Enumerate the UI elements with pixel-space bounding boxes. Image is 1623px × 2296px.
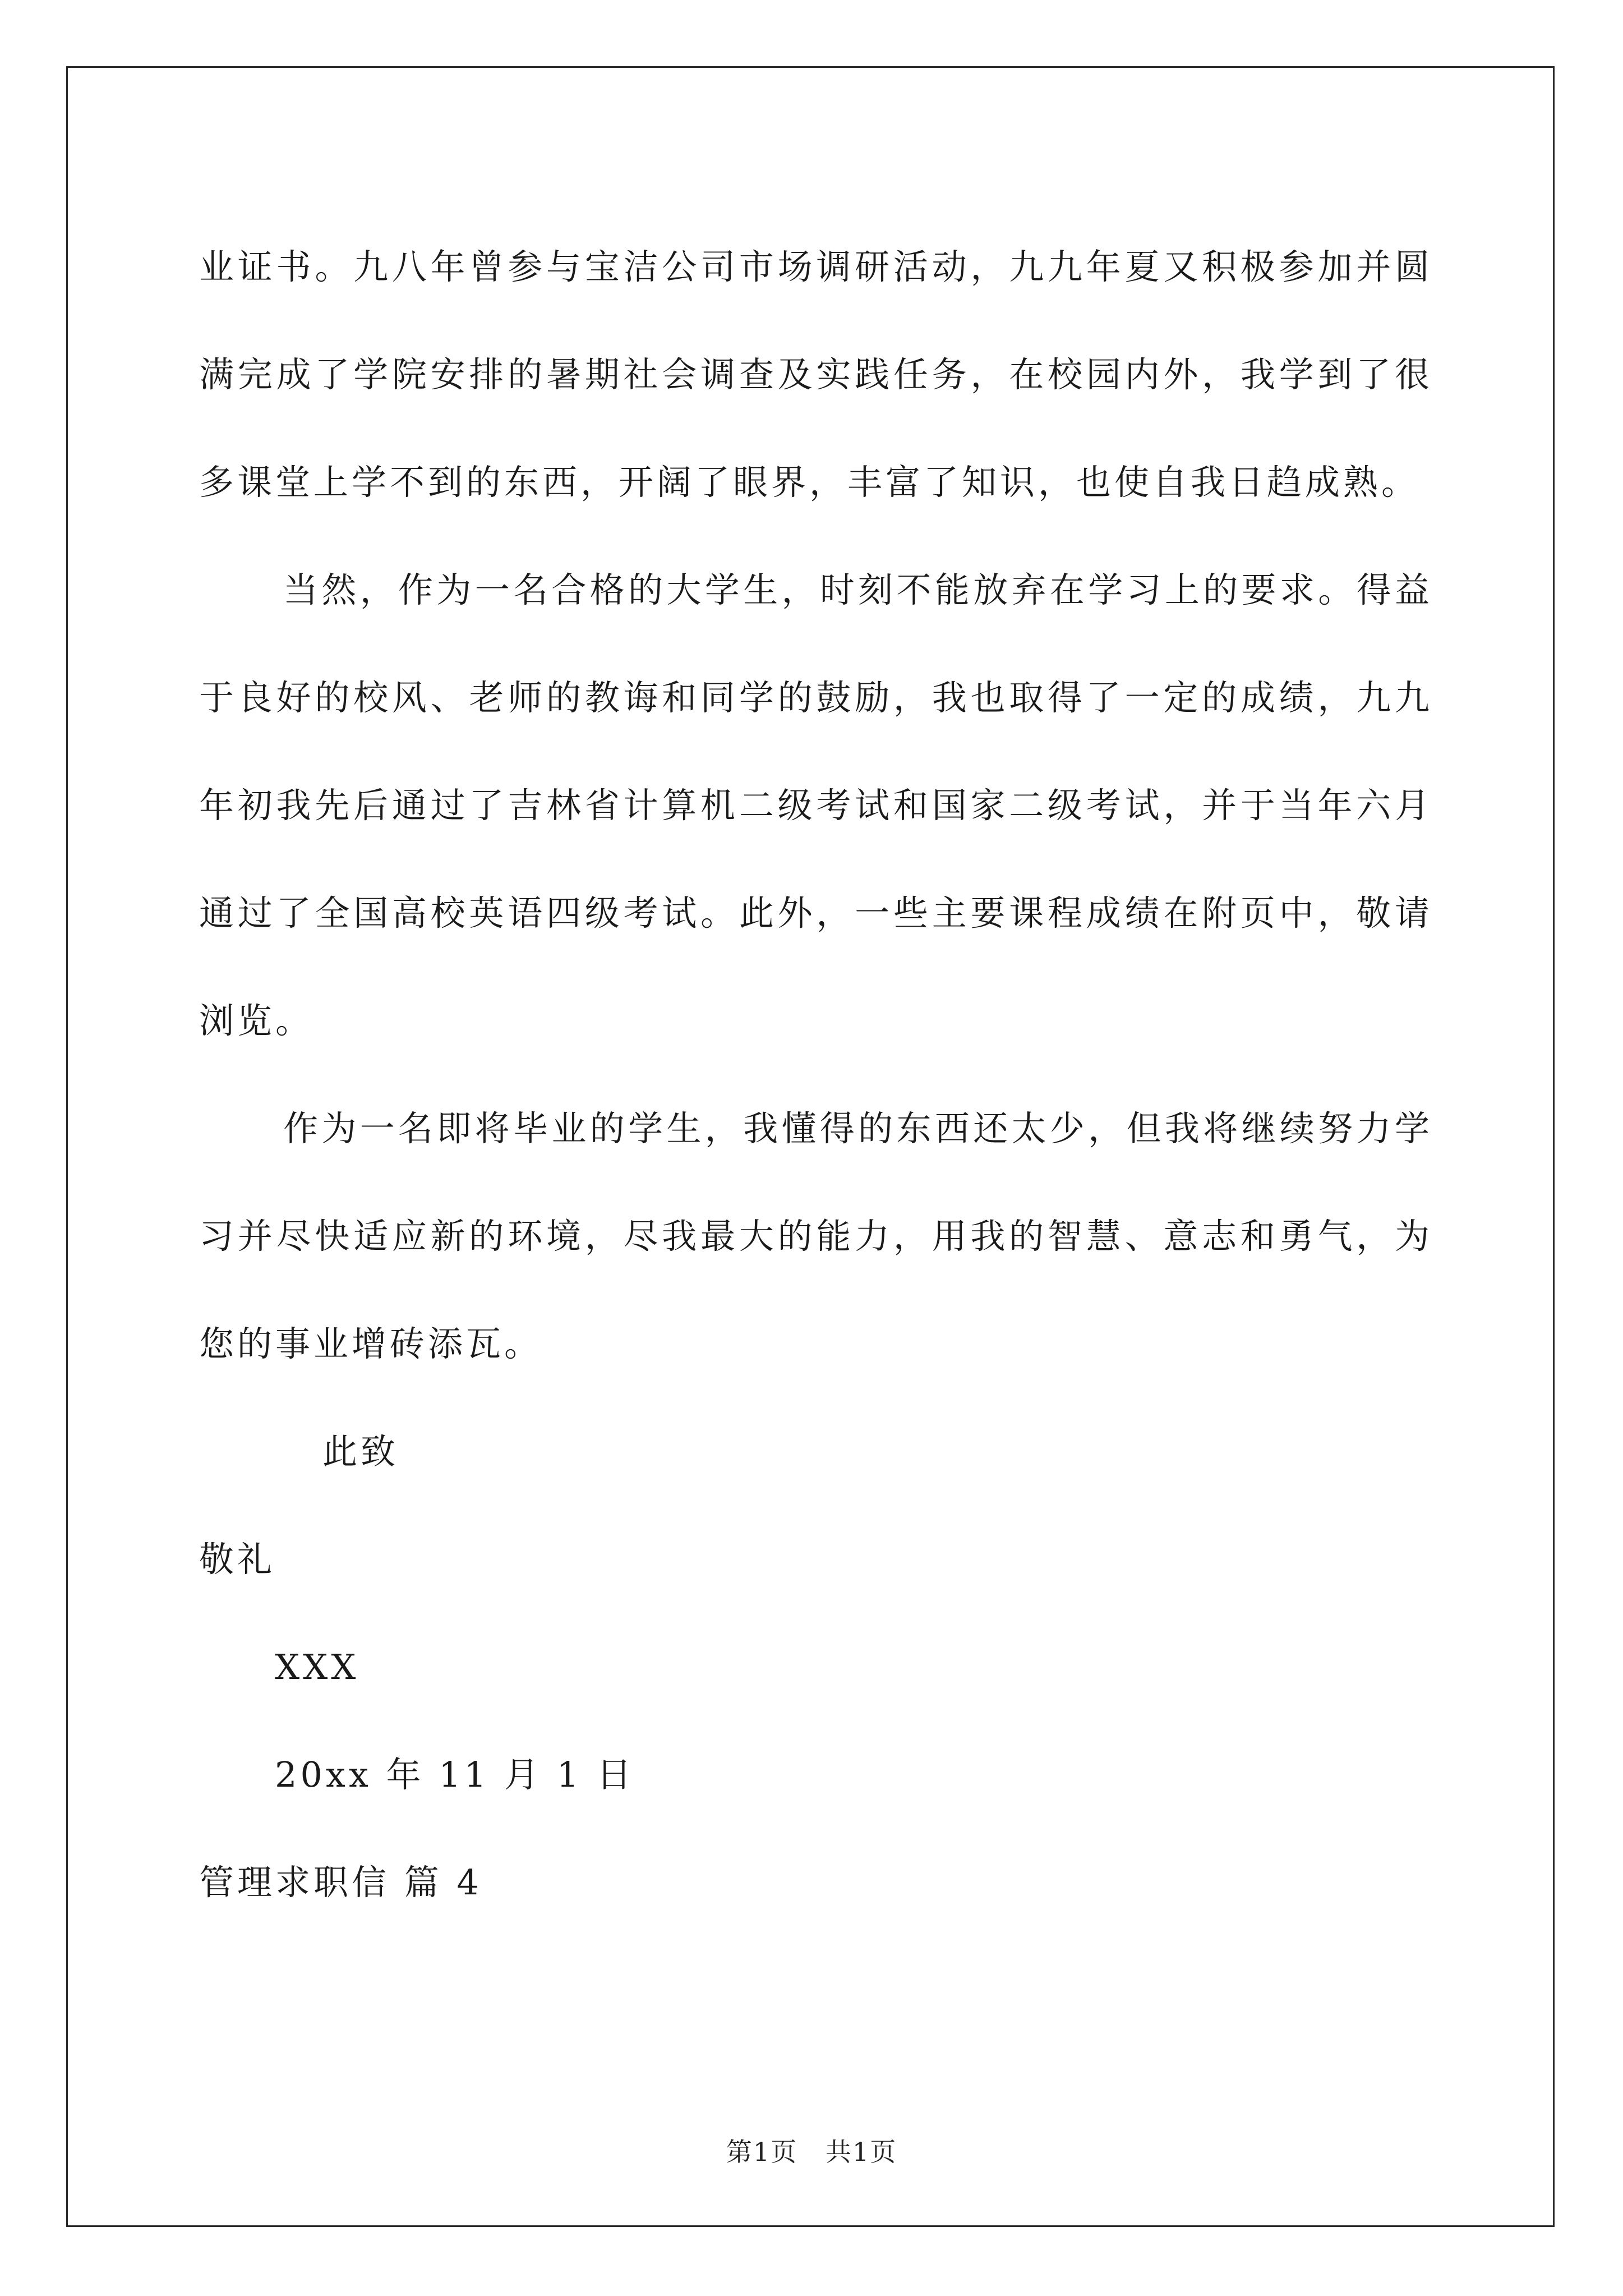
signature-name: XXX (275, 1646, 359, 1687)
salutation: 此致 (322, 1431, 399, 1472)
paragraph-achievements: 当然，作为一名合格的大学生，时刻不能放弃在学习上的要求。得益于良好的校风、老师的教诲和同学的鼓励，我也取得了一定的成绩，九九年初我先后通过了吉林省计算机二级考试和国家二级考试，并于当年六月通过了全国高校英语四级考试。此外，一些主要课程成绩在附页中，敬请浏览。 (199, 569, 1433, 1041)
signature-date: 20xx 年 11 月 1 日 (275, 1754, 635, 1795)
section-heading: 管理求职信 篇 4 (199, 1862, 482, 1903)
letter-body (199, 213, 1433, 1936)
regards: 敬礼 (199, 1539, 276, 1580)
page-footer: 第1页 共1页 (726, 2137, 897, 2167)
paragraph-continuation: 业证书。九八年曾参与宝洁公司市场调研活动，九九年夏又积极参加并圆满完成了学院安排的暑期社会调查及实践任务，在校园内外，我学到了很多课堂上学不到的东西，开阔了眼界，丰富了知识，也使自我日趋成熟。 (199, 246, 1433, 503)
paragraph-closing: 作为一名即将毕业的学生，我懂得的东西还太少，但我将继续努力学习并尽快适应新的环境，尽我最大的能力，用我的智慧、意志和勇气，为您的事业增砖添瓦。 (199, 1108, 1433, 1364)
